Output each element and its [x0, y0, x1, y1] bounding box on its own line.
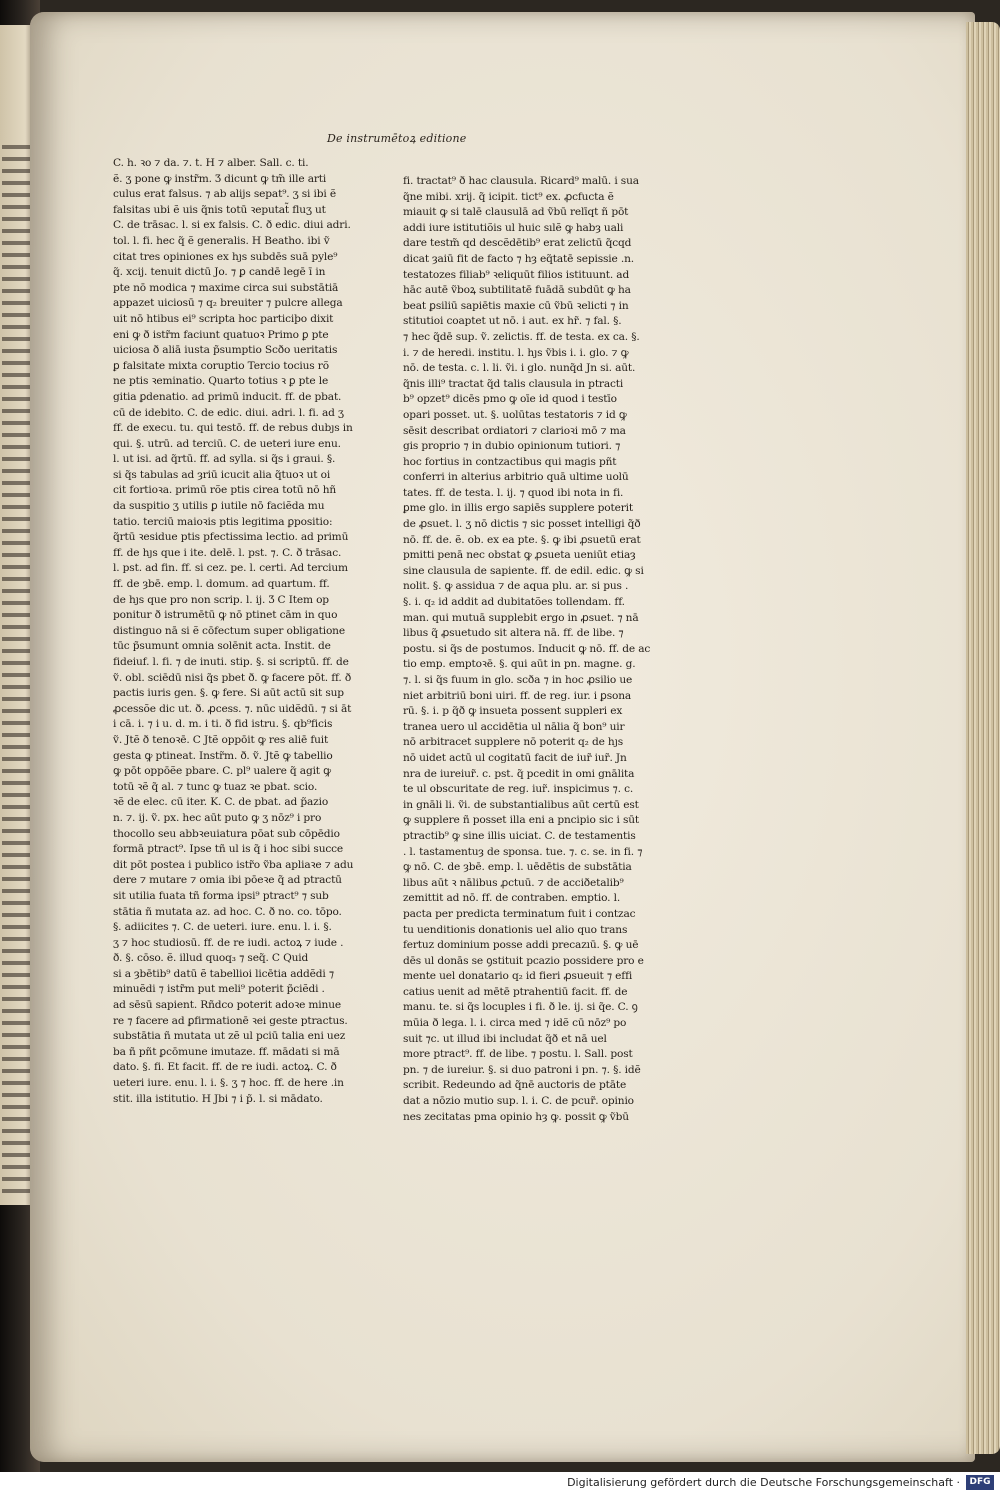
- text-line: qui. §. utrū. ad terciū. C. de ueteri iure enu.: [113, 437, 341, 450]
- text-line: gesta ꝙ ptineat. Instr̃m. ð. ṽ. Jtẽ ꝙ tabellio: [113, 749, 333, 762]
- text-line: hāc autē ṽboꝝ subtilitatē fuādā subdūt ꝙ ha: [403, 284, 631, 297]
- text-line: l. pst. ad fin. ff. si cez. pe. l. certi. Ad tercium: [113, 562, 348, 575]
- text-line: dit pōt postea i publico istr̃o ṽba apliaꝛe ⁊ adu: [113, 858, 354, 871]
- text-line: distinguo nā si ẽ cōfectum super obligatione: [113, 624, 345, 637]
- text-line: libus q̃ ꝓsuetudo sit altera nā. ff. de libe. ⁊: [403, 627, 624, 640]
- text-line: ba ñ pñt ꝑcōmune imutaze. ff. mādati si mā: [113, 1045, 340, 1058]
- text-line: nō arbitracet supplere nō poterit q₂ de hȷs: [403, 736, 624, 749]
- text-line: citat tres opiniones ex hȷs subdēs suā pyle⁹: [113, 250, 338, 263]
- text-line: ad sēsū sapient. Rñdco poterit adoꝛe minue: [113, 999, 342, 1012]
- text-line: i. ⁊ de heredi. institu. l. hȷs ṽbis i. i. glo. ⁊ ꝙ: [403, 346, 629, 359]
- text-line: q̃. xcij. tenuit dictū Jo. ⁊ ꝑ candē legē ī in: [113, 266, 326, 279]
- text-line: de hȷs que pro non scrip. l. ij. Ʒ C Item op: [113, 593, 329, 606]
- text-line: re ⁊ facere ad ꝑfirmationē ꝛei geste ptractus.: [113, 1014, 348, 1027]
- dfg-logo: DFG: [966, 1475, 994, 1490]
- text-line: pmitti penā nec obstat ꝙ ꝓsueta ueniūt etiaȝ: [403, 549, 636, 562]
- text-line: suit ⁊c. ut illud ibi includat q̃ð et nā uel: [403, 1032, 607, 1045]
- text-line: sit utilia fuata tñ forma ipsi⁹ ptract⁹ ⁊ sub: [113, 889, 329, 902]
- digitization-credit: Digitalisierung gefördert durch die Deutsche Forschungsgemeinschaft ·: [567, 1476, 960, 1489]
- text-line: dat a nōzio mutio sup. l. i. C. de pcur̃. opinio: [403, 1095, 634, 1108]
- text-line: dare testm̃ qd descẽdētib⁹ erat zelictū q̃cqd: [403, 237, 632, 250]
- text-line: more ptract⁹. ff. de libe. ⁊ postu. l. Sall. post: [403, 1048, 633, 1061]
- text-line: tio emp. emptoꝛē. §. qui aūt in pn. magne. g.: [403, 658, 636, 671]
- text-line: b⁹ opzet⁹ dicēs pmo ꝙ oīe id quod i testīo: [403, 393, 617, 406]
- text-line: i cā. i. ⁊ i u. d. m. i ti. ð fid istru. §. qb⁹ficis: [113, 718, 333, 731]
- text-line: mūia ð lega. l. i. circa med ⁊ idẽ cū nōz⁹ po: [403, 1017, 627, 1030]
- text-line: §. adiicites ⁊. C. de ueteri. iure. enu. l. i. §.: [113, 921, 332, 934]
- text-line: manu. te. si q̃s locuples i fi. ð le. ij. si q̃e. C. ꝯ: [403, 1001, 638, 1014]
- text-line: tatio. terciū maioꝛis ptis legitima ꝑpositio:: [113, 515, 333, 528]
- text-line: mente uel donatario q₂ id fieri ꝓsueuit ⁊ effi: [403, 970, 633, 983]
- text-line: nra de iureiur̃. c. pst. q̃ pcedit in omi gnālita: [403, 767, 635, 780]
- text-line: uiciosa ð aliā iusta p̃sumptio Scðo ueritatis: [113, 344, 338, 357]
- text-line: libus aūt ꝛ nālibus ꝓctuū. ⁊ de acciðetalib⁹: [403, 876, 624, 889]
- text-line: niet arbitriū boni uiri. ff. de reg. iur. i ꝑsona: [403, 689, 632, 702]
- text-line: minuẽdi ⁊ istr̃m put meli⁹ poterit p̃ciẽdi .: [113, 983, 325, 996]
- text-line: pte nō modica ⁊ maxime circa sui substātiā: [113, 281, 339, 294]
- text-line: thocollo seu abbꝛeuiatura pōat sub cōpēdio: [113, 827, 340, 840]
- text-line: fideiuf. l. fi. ⁊ de inuti. stip. §. si scriptū. ff. de: [113, 656, 349, 668]
- text-line: fertuz dominium posse addi precazıū. §. ꝙ uē: [403, 939, 639, 952]
- text-line: sēsit describat ordiatori ⁊ clarioꝛi mō ⁊ ma: [403, 424, 626, 437]
- text-line: q̃rtū ꝛesidue ptis pfectissima lectio. ad primū: [113, 531, 349, 544]
- text-line: beat ꝑsiliū sapiētis maxie cū ṽbū ꝛelicti ⁊ in: [403, 299, 629, 312]
- text-line: nolit. §. ꝙ assidua ⁊ de aqua plu. ar. si pus .: [403, 580, 629, 593]
- text-line: substātia ñ mutata ut zẽ ul pciū talia eni uez: [113, 1030, 346, 1043]
- text-line: appazet uiciosū ⁊ q₂ breuiter ⁊ pulcre allega: [113, 297, 343, 310]
- right-text-column: [403, 174, 653, 1125]
- text-line: ꝓcessõe dic ut. ð. ꝓcess. ⁊. nūc uidẽdū. ⁊ si āt: [113, 702, 352, 715]
- text-line: ⁊ hec q̃dē sup. ṽ. zelictis. ff. de testa. ex ca. §.: [403, 330, 640, 343]
- text-line: pacta per predicta terminatum fuit i contzac: [403, 907, 636, 920]
- text-line: ꝙ pōt oppōẽe pbare. C. pl⁹ ualere q̃ agit ꝙ: [113, 765, 331, 778]
- text-line: n. ⁊. ij. ṽ. px. hec aūt puto ꝙ ʒ nōz⁹ i pro: [113, 811, 322, 824]
- text-line: rū. §. i. p q̃ð ꝙ insueta possent suppleri ex: [403, 705, 623, 718]
- text-line: stātia ñ mutata az. ad hoc. C. ð no. co. tōpo.: [113, 905, 342, 918]
- text-line: dicat ȝaiū fit de facto ⁊ hȝ eq̃tatē sepissie .n.: [403, 252, 634, 265]
- text-line: dere ⁊ mutare ⁊ omia ibi pōeꝛe q̃ ad ptractū: [113, 874, 342, 887]
- text-line: dato. §. fi. Et facit. ff. de re iudi. actoꝝ. C. ð: [113, 1061, 337, 1074]
- text-line: ṽ. obl. sciēdū nisi q̃s pbet ð. ꝙ facere pōt. ff. ð: [113, 671, 352, 684]
- text-line: da suspitio ʒ utilis ꝑ iutile nō faciẽda mu: [113, 500, 325, 513]
- text-line: C. h. ꝛo ⁊ da. ⁊. t. H ⁊ alber. Sall. c. ti.: [113, 157, 309, 169]
- text-line: conferri in alterius arbitrio quā ultime uolū: [403, 471, 629, 484]
- facing-page-text: [2, 145, 32, 1195]
- text-line: ꝑme glo. in illis ergo sapiēs supplere poterit: [403, 502, 633, 515]
- text-line: cū de idebito. C. de edic. diui. adri. l. fi. ad ʒ: [113, 406, 344, 419]
- text-line: dēs ul donās se ꝯstituit pcazio possidere pro e: [403, 954, 644, 967]
- text-line: ꝙ nō. C. de ȝbē. emp. l. uēdētis de substātia: [403, 861, 632, 874]
- text-line: de ꝓsuet. l. ʒ nō dictis ⁊ sic posset intelligi q̃ð: [403, 518, 641, 531]
- text-line: . l. tastamentuȝ de sponsa. tue. ⁊. c. se. in fi. ⁊: [403, 845, 643, 858]
- text-line: uit nō htibus ei⁹ scripta hoc particiþo dixit: [113, 312, 334, 325]
- text-line: ẽ. ʒ pone ꝙ instr̃m. Ʒ dicunt ꝙ tm̃ ille arti: [113, 172, 327, 185]
- text-line: man. qui mutuā supplebit ergo in ꝓsuet. ⁊ nā: [403, 611, 639, 624]
- text-line: nō. ff. de. ẽ. ob. ex ea pte. §. ꝙ ibi ꝓsuetū erat: [403, 533, 641, 546]
- text-line: tūc p̃sumunt omnia solēnit acta. Instit. de: [113, 640, 331, 653]
- text-line: ptractib⁹ ꝙ sine illis uiciat. C. de testamentis: [403, 829, 636, 842]
- text-line: si a ȝbētib⁹ datū ẽ tabellioi licētia addẽdi ⁊: [113, 967, 334, 980]
- text-line: postu. si q̃s de postumos. Inducit ꝙ nō. ff. de ac: [403, 642, 651, 655]
- text-line: ueteri iure. enu. l. i. §. ʒ ⁊ hoc. ff. de here .in: [113, 1077, 344, 1090]
- text-line: q̃ne mibi. xrij. q̃ icipit. tict⁹ ex. ꝓcfucta ẽ: [403, 190, 614, 203]
- text-line: nō uidet actū ul cogitatū facit de iur̃ iur̃. Jn: [403, 751, 627, 764]
- text-line: ṽ. Jtẽ ð tenoꝛē. C Jtẽ oppōit ꝙ res aliē fuit: [113, 733, 329, 746]
- text-line: stitutioi coaptet ut nō. i aut. ex hr̃. ⁊ fal. §.: [403, 315, 622, 328]
- text-line: eni ꝙ ð istr̃m faciunt quatuoꝛ Primo ꝑ pte: [113, 328, 329, 341]
- text-line: scribit. Redeundo ad q̃nē auctoris de ptāte: [403, 1079, 627, 1092]
- text-line: pn. ⁊ de iureiur. §. si duo patroni i pn. ⁊. §. idẽ: [403, 1063, 641, 1076]
- text-line: opari posset. ut. §. uolūtas testatoris ⁊ id ꝙ: [403, 408, 627, 421]
- text-line: formā ptract⁹. Ipse tñ ul is q̃ i hoc sibi succe: [113, 843, 344, 856]
- text-line: ʒ ⁊ hoc studiosū. ff. de re iudi. actoꝝ ⁊ iude .: [113, 936, 344, 949]
- text-line: culus erat falsus. ⁊ ab alijs sepat⁹. ʒ si ibi ẽ: [113, 188, 336, 201]
- page-edges: [966, 22, 1000, 1454]
- text-line: fi. tractat⁹ ð hac clausula. Ricard⁹ malū. i sua: [403, 175, 639, 187]
- text-line: ꝙ supplere ñ posset illa eni a pncipio sic i sūt: [403, 814, 640, 827]
- text-line: tu uenditionis donationis uel alio quo trans: [403, 923, 628, 936]
- text-line: q̃nis illi⁹ tractat q̃d talis clausula in ptracti: [403, 377, 624, 390]
- text-line: tol. l. fi. hec q̃ ẽ generalis. H Beatho. ibi ṽ: [113, 234, 330, 247]
- text-line: tranea uero ul accidētia ul nālia q̃ bon⁹ uir: [403, 720, 625, 733]
- running-head: De instrumētoꝝ editione: [327, 132, 467, 145]
- text-line: pactis iuris gen. §. ꝙ fere. Si aūt actū sit sup: [113, 687, 344, 700]
- text-line: ff. de execu. tu. qui testō. ff. de rebus dubȷs in: [113, 422, 353, 435]
- text-line: nō. de testa. c. l. li. ṽi. i glo. nunq̃d Jn si. aūt.: [403, 362, 636, 375]
- text-line: si q̃s tabulas ad ȝriū icucit alia q̃tuoꝛ ut oi: [113, 468, 331, 481]
- text-line: nes zecitatas pma opinio hȝ ꝙ. possit ꝙ ṽbū: [403, 1110, 629, 1123]
- text-line: ne ptis ꝛeminatio. Quarto totius ꝛ ꝑ pte le: [113, 375, 329, 388]
- text-line: ponitur ð istrumētū ꝙ nō ptinet cām in quo: [113, 609, 338, 622]
- text-line: C. de trāsac. l. si ex falsis. C. ð edic. diui adri.: [113, 219, 351, 232]
- text-line: totū ꝛẽ q̃ al. ⁊ tunc ꝙ tuaz ꝛe pbat. scio.: [113, 780, 318, 793]
- text-line: tates. ff. de testa. l. ij. ⁊ quod ibi nota in fi.: [403, 486, 624, 499]
- text-line: in gnāli li. ṽi. de substantialibus aūt certū est: [403, 798, 639, 811]
- text-line: miauit ꝙ si talē clausulā ad ṽbū relīqt ñ pōt: [403, 206, 629, 219]
- text-line: falsitas ubi ẽ uis q̃nis totū ꝛeputat̃ fluʒ ut: [113, 203, 326, 216]
- text-line: ð. §. cōso. ẽ. illud quoq₃ ⁊ seq̃. C Quid: [113, 952, 309, 965]
- text-line: ff. de hȷs que i ite. delē. l. pst. ⁊. C. ð trāsac.: [113, 546, 342, 559]
- text-line: l. ut isi. ad q̃rtū. ff. ad sylla. si q̃s i graui. §.: [113, 453, 336, 466]
- text-line: ff. de ȝbē. emp. l. domum. ad quartum. ff.: [113, 578, 330, 591]
- text-line: sine clausula de sapiente. ff. de edil. edic. ꝙ si: [403, 564, 644, 577]
- text-line: cit fortioꝛa. primū rõe ptis cirea totū nō hñ: [113, 484, 337, 497]
- left-text-column: [113, 156, 354, 1107]
- text-line: ꝑ falsitate mixta coruptio Tercio tocius rõ: [113, 359, 329, 372]
- text-line: zemittit ad nō. ff. de contraben. emptio. l.: [403, 892, 621, 905]
- text-line: ꝛẽ de elec. cū iter. K. C. de pbat. ad p̃azio: [113, 796, 329, 809]
- text-line: ⁊. l. si q̃s fuum in glo. scða ⁊ in hoc ꝓsilio ue: [403, 674, 633, 686]
- text-line: testatozes filiab⁹ ꝛeliquūt filios istituunt. ad: [403, 268, 630, 281]
- text-line: te ul obscuritate de reg. iur̃. inspicimus ⁊. c.: [403, 783, 634, 796]
- text-line: gis proprio ⁊ in dubio opinionum tutiori. ⁊: [403, 440, 621, 453]
- text-line: gitia ꝑdenatio. ad primū inducit. ff. de pbat.: [113, 390, 342, 403]
- text-line: catius uenit ad mētē ptrahentiū facit. ff. de: [403, 985, 628, 998]
- text-line: addi iure istitutiõis ul huic sılẽ ꝙ habȝ uali: [403, 221, 624, 234]
- text-line: stit. illa istitutio. H Jbi ⁊ i p̃. l. si mādato.: [113, 1092, 323, 1105]
- text-line: hoc fortius in contzactibus qui magis pñt: [403, 455, 617, 468]
- text-line: §. i. q₂ id addit ad dubitatões tollendam. ff.: [403, 596, 625, 609]
